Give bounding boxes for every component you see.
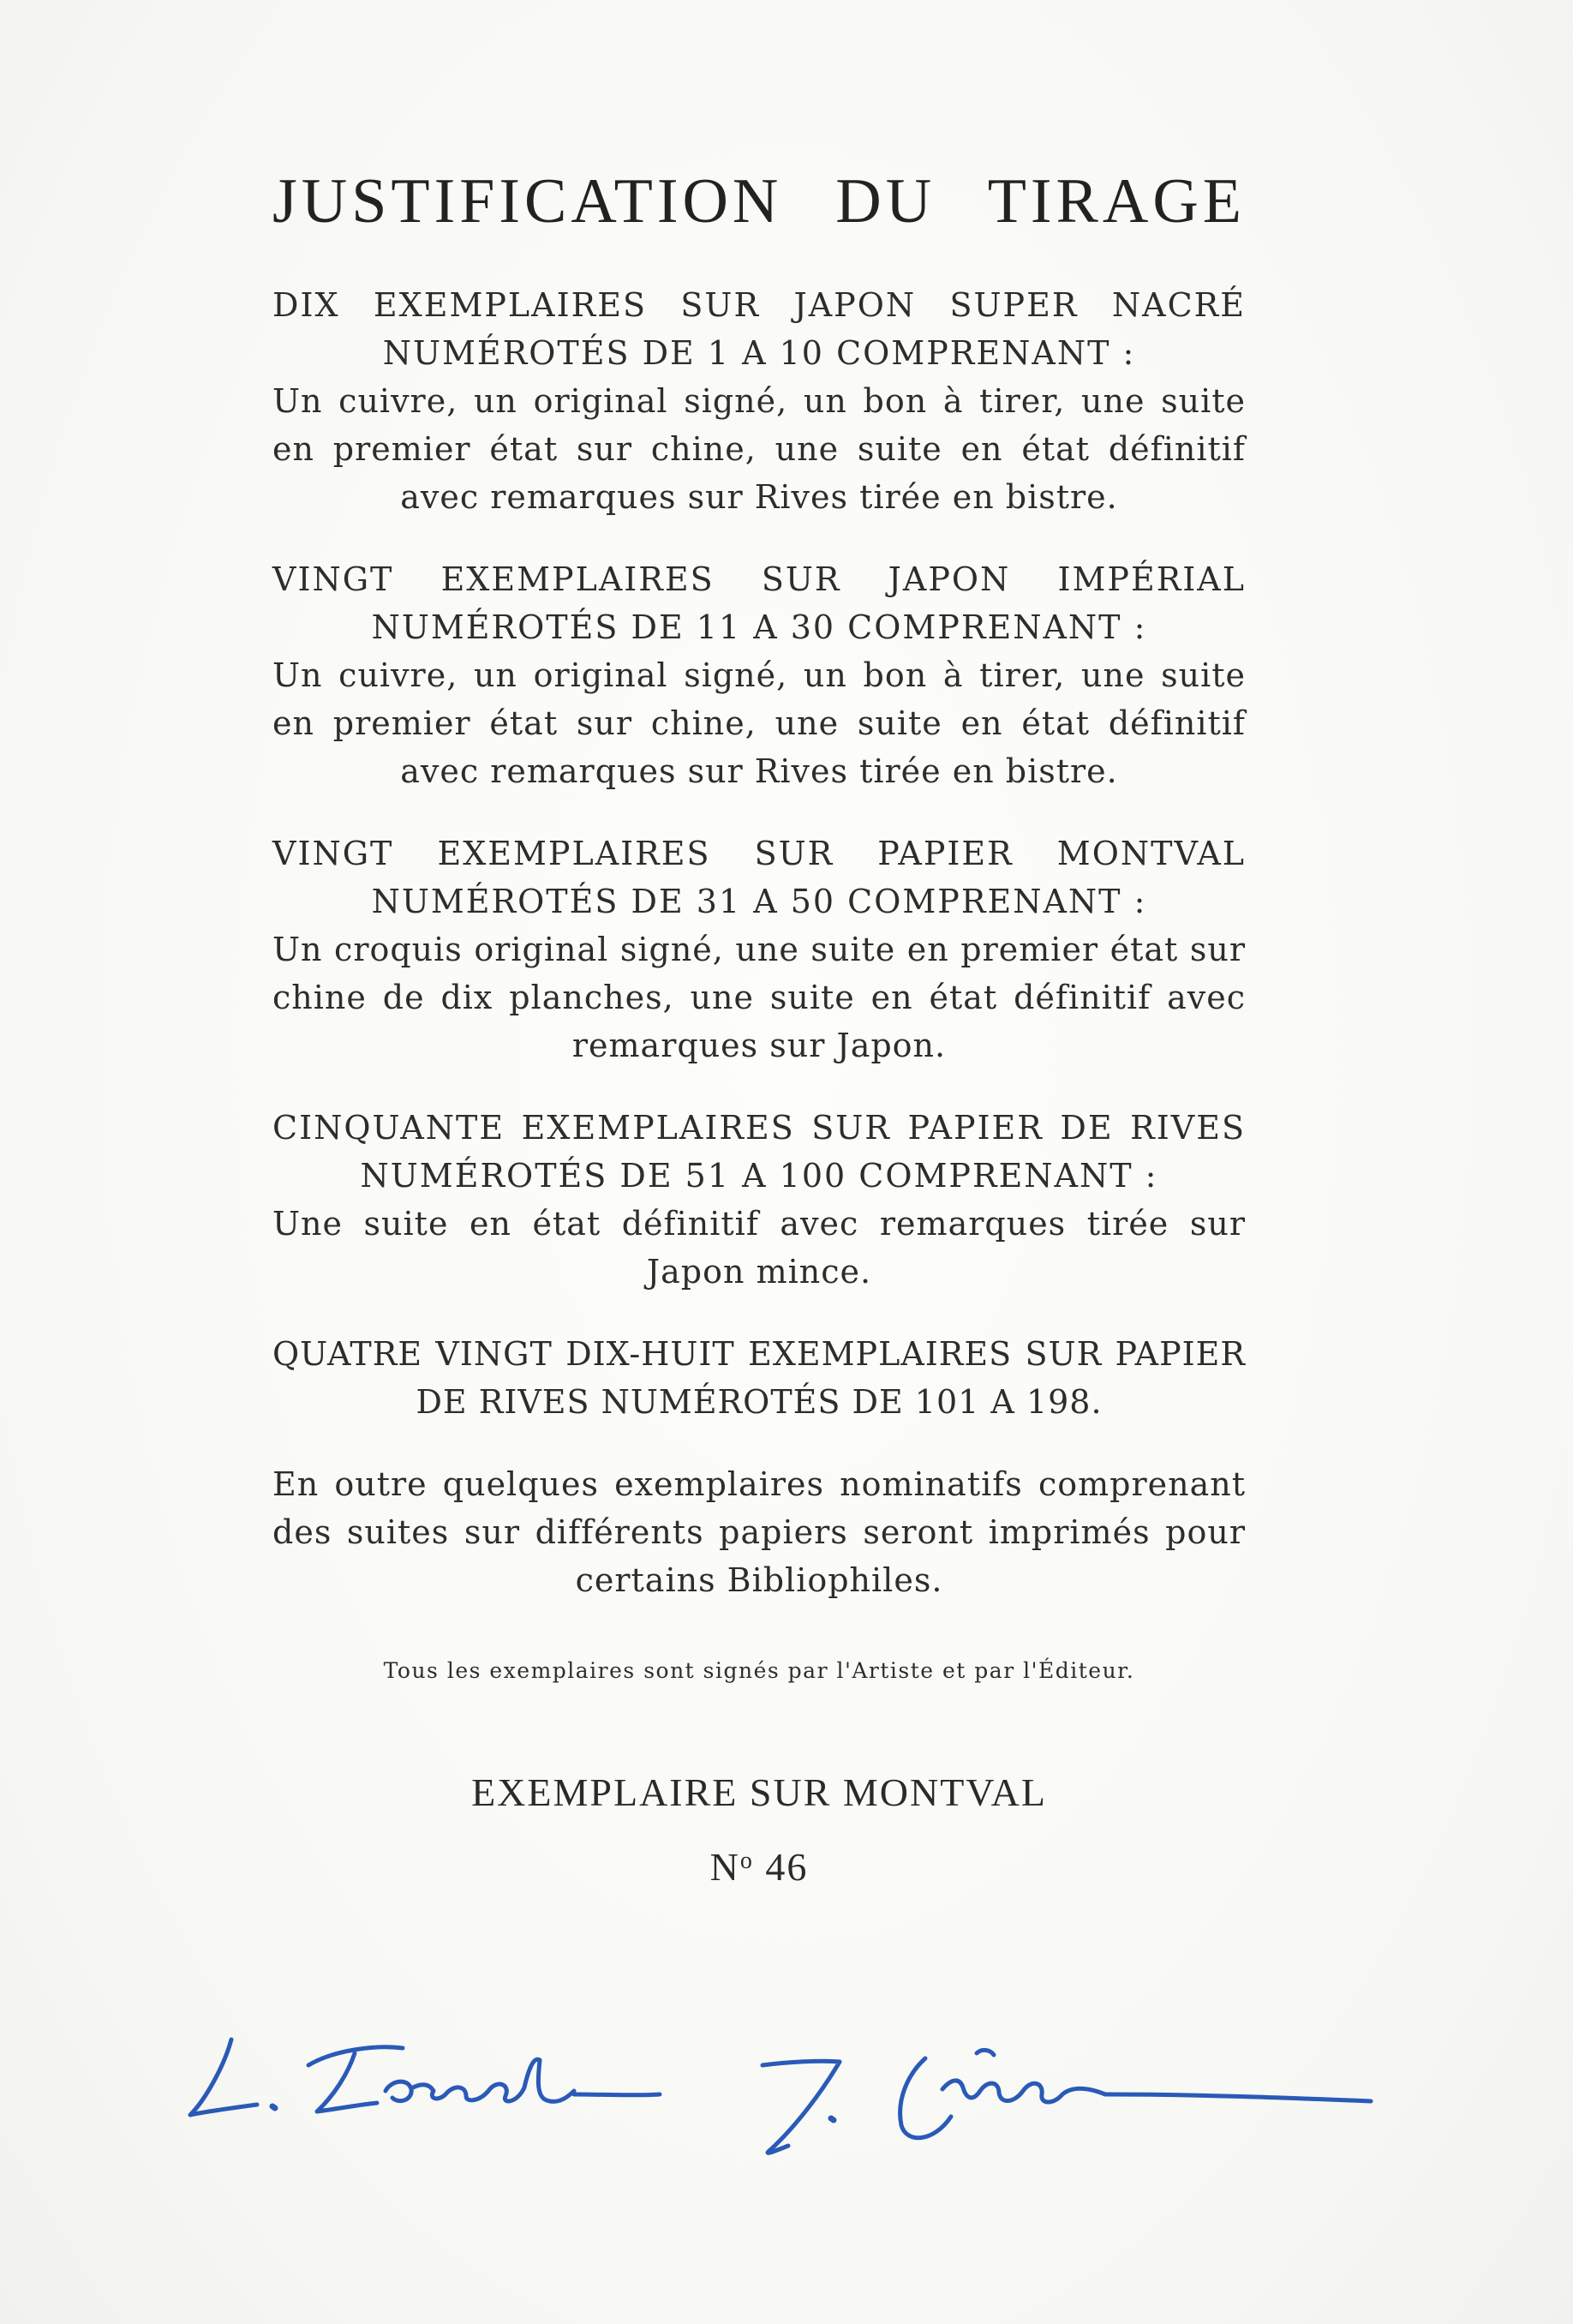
- edition-section-rives-ordinary: QUATRE VINGT DIX-HUIT EXEMPLAIRES SUR PAPIER DE RIVES NUMÉROTÉS DE 101 A 198.: [272, 1335, 1246, 1421]
- edition-section-rives: [272, 1104, 1246, 1296]
- section-description: Un cuivre, un original signé, un bon à tirer, une suite en premier état sur chine, une suite en état définitif avec remarques sur Rives tirée en bistre.: [272, 382, 1246, 516]
- edition-section-montval: [272, 830, 1246, 1069]
- colophon: [272, 163, 1246, 1893]
- copy-number-prefix: N: [709, 1845, 740, 1889]
- edition-section-japon-nacre: [272, 281, 1246, 521]
- nominative-copies-paragraph: En outre quelques exemplaires nominatifs comprenant des suites sur différents papiers seront imprimés pour certains Bibliophiles.: [272, 1465, 1246, 1599]
- copy-label: EXEMPLAIRE SUR MONTVAL: [471, 1770, 1047, 1814]
- signatures: [171, 2005, 1405, 2211]
- section-heading: CINQUANTE EXEMPLAIRES SUR PAPIER DE RIVES NUMÉROTÉS DE 51 A 100 COMPRENANT :: [272, 1109, 1246, 1195]
- signature-note: Tous les exemplaires sont signés par l'Artiste et par l'Éditeur.: [383, 1658, 1135, 1683]
- page-title: JUSTIFICATION DU TIRAGE: [272, 166, 1246, 237]
- section-description: Une suite en état définitif avec remarques tirée sur Japon mince.: [272, 1205, 1246, 1291]
- section-heading: DIX EXEMPLAIRES SUR JAPON SUPER NACRÉ NUMÉROTÉS DE 1 A 10 COMPRENANT :: [272, 286, 1246, 372]
- edition-section-japon-imperial: [272, 555, 1246, 795]
- signature-pascali: [190, 2039, 660, 2115]
- section-description: Un cuivre, un original signé, un bon à tirer, une suite en premier état sur chine, une suite en état définitif avec remarques sur Rives tirée en bistre.: [272, 656, 1246, 790]
- copy-number-superscript: o: [739, 1848, 754, 1874]
- section-heading: VINGT EXEMPLAIRES SUR PAPIER MONTVAL NUMÉROTÉS DE 31 A 50 COMPRENANT :: [272, 835, 1246, 920]
- section-description: Un croquis original signé, une suite en premier état sur chine de dix planches, une suite en état définitif avec remarques sur Japon.: [272, 931, 1246, 1064]
- copy-number-value: 46: [765, 1845, 809, 1889]
- signature-ceres: [763, 2050, 1371, 2153]
- copy-number: [272, 1836, 1246, 1893]
- section-heading: VINGT EXEMPLAIRES SUR JAPON IMPÉRIAL NUMÉROTÉS DE 11 A 30 COMPRENANT :: [272, 560, 1246, 646]
